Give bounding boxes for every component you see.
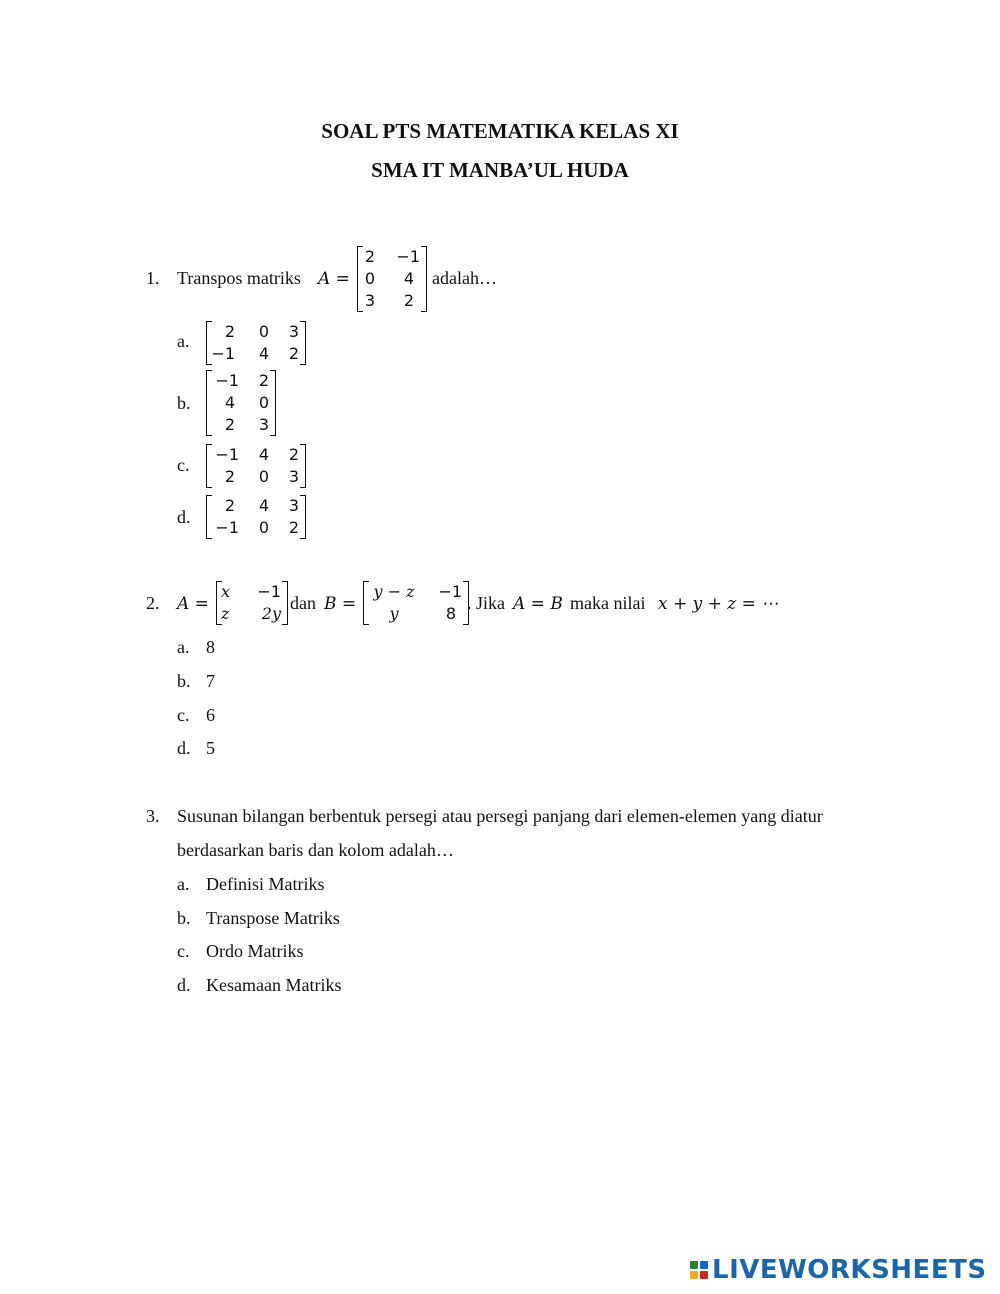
matrix-cell: −1 bbox=[257, 582, 281, 601]
matrix-variable: A = bbox=[177, 594, 209, 614]
matrix-cell: 2 bbox=[364, 247, 375, 266]
option-matrix bbox=[206, 370, 276, 436]
logo-square bbox=[690, 1271, 698, 1279]
option-matrix bbox=[206, 444, 306, 488]
option-letter: d. bbox=[177, 738, 191, 758]
matrix-cell: y bbox=[389, 604, 399, 623]
matrix-cell: −1 bbox=[215, 518, 239, 537]
question-text: berdasarkan baris dan kolom adalah… bbox=[177, 840, 454, 860]
connector-text: dan bbox=[290, 593, 316, 613]
matrix-cell: 4 bbox=[258, 344, 269, 363]
matrix-cell: 0 bbox=[258, 393, 269, 412]
option-text: Transpose Matriks bbox=[206, 908, 340, 928]
option-letter: a. bbox=[177, 331, 190, 351]
matrix-a bbox=[216, 581, 288, 625]
expression: x + y + z = ⋯ bbox=[658, 594, 779, 614]
matrix-cell: −1 bbox=[396, 247, 420, 266]
question-text: maka nilai bbox=[570, 593, 646, 613]
matrix-cell: 2 bbox=[224, 496, 235, 515]
matrix-cell: y − z bbox=[373, 582, 415, 601]
option-letter: c. bbox=[177, 705, 190, 725]
option-text: Definisi Matriks bbox=[206, 874, 325, 894]
option-letter: b. bbox=[177, 393, 191, 413]
option-text: 5 bbox=[206, 738, 215, 758]
matrix-cell: −1 bbox=[438, 582, 462, 601]
matrix-cell: 2 bbox=[288, 344, 299, 363]
matrix-cell: z bbox=[221, 604, 230, 623]
option-letter: d. bbox=[177, 507, 191, 527]
option-text: Kesamaan Matriks bbox=[206, 975, 342, 995]
question-text-suffix: adalah… bbox=[432, 268, 497, 288]
page-title: SOAL PTS MATEMATIKA KELAS XI bbox=[321, 119, 679, 143]
matrix-cell: x bbox=[221, 582, 231, 601]
matrix-cell: 4 bbox=[224, 393, 235, 412]
matrix-a bbox=[357, 246, 427, 312]
option-text: 7 bbox=[206, 671, 215, 691]
matrix-cell: 0 bbox=[258, 322, 269, 341]
option-text: 6 bbox=[206, 705, 215, 725]
matrix-cell: −1 bbox=[215, 445, 239, 464]
liveworksheets-logo-icon bbox=[690, 1261, 708, 1279]
matrix-cell: −1 bbox=[211, 344, 235, 363]
matrix-cell: 2 bbox=[258, 371, 269, 390]
option-text: Ordo Matriks bbox=[206, 941, 304, 961]
matrix-cell: 4 bbox=[258, 445, 269, 464]
question-number: 3. bbox=[146, 806, 160, 826]
matrix-b bbox=[363, 581, 469, 625]
option-letter: a. bbox=[177, 637, 190, 657]
matrix-cell: 0 bbox=[364, 269, 375, 288]
question-text: . Jika bbox=[467, 593, 505, 613]
matrix-variable: A = bbox=[318, 269, 350, 289]
question-text: Transpos matriks bbox=[177, 268, 301, 288]
matrix-cell: 4 bbox=[403, 269, 414, 288]
condition: A = B bbox=[513, 594, 563, 614]
matrix-cell: 0 bbox=[258, 467, 269, 486]
question-text: Susunan bilangan berbentuk persegi atau persegi panjang dari elemen-elemen yang diatur bbox=[177, 806, 823, 826]
option-matrix bbox=[206, 321, 306, 365]
matrix-cell: 3 bbox=[288, 322, 299, 341]
question-number: 2. bbox=[146, 593, 160, 613]
option-letter: d. bbox=[177, 975, 191, 995]
logo-text: LIVEWORKSHEETS bbox=[712, 1255, 987, 1285]
matrix-cell: 8 bbox=[445, 604, 456, 623]
matrix-cell: 2 bbox=[288, 445, 299, 464]
logo-square bbox=[690, 1261, 698, 1269]
matrix-cell: 4 bbox=[258, 496, 269, 515]
matrix-cell: 2 bbox=[224, 467, 235, 486]
logo-square bbox=[700, 1261, 708, 1269]
option-letter: a. bbox=[177, 874, 190, 894]
matrix-cell: 3 bbox=[364, 291, 375, 310]
option-text: 8 bbox=[206, 637, 215, 657]
logo-square bbox=[700, 1271, 708, 1279]
matrix-cell: 2 bbox=[403, 291, 414, 310]
option-letter: c. bbox=[177, 941, 190, 961]
page-subtitle: SMA IT MANBA’UL HUDA bbox=[371, 158, 629, 182]
matrix-cell: 3 bbox=[288, 496, 299, 515]
matrix-cell: 2 bbox=[288, 518, 299, 537]
question-number: 1. bbox=[146, 268, 160, 288]
matrix-cell: −1 bbox=[215, 371, 239, 390]
option-letter: b. bbox=[177, 908, 191, 928]
option-letter: c. bbox=[177, 455, 190, 475]
matrix-variable: B = bbox=[324, 594, 357, 614]
matrix-cell: 3 bbox=[258, 415, 269, 434]
option-matrix bbox=[206, 495, 306, 539]
matrix-cell: 0 bbox=[258, 518, 269, 537]
matrix-cell: 2y bbox=[261, 604, 281, 623]
matrix-cell: 2 bbox=[224, 415, 235, 434]
option-letter: b. bbox=[177, 671, 191, 691]
matrix-cell: 3 bbox=[288, 467, 299, 486]
matrix-cell: 2 bbox=[224, 322, 235, 341]
liveworksheets-logo[interactable] bbox=[690, 1252, 987, 1288]
